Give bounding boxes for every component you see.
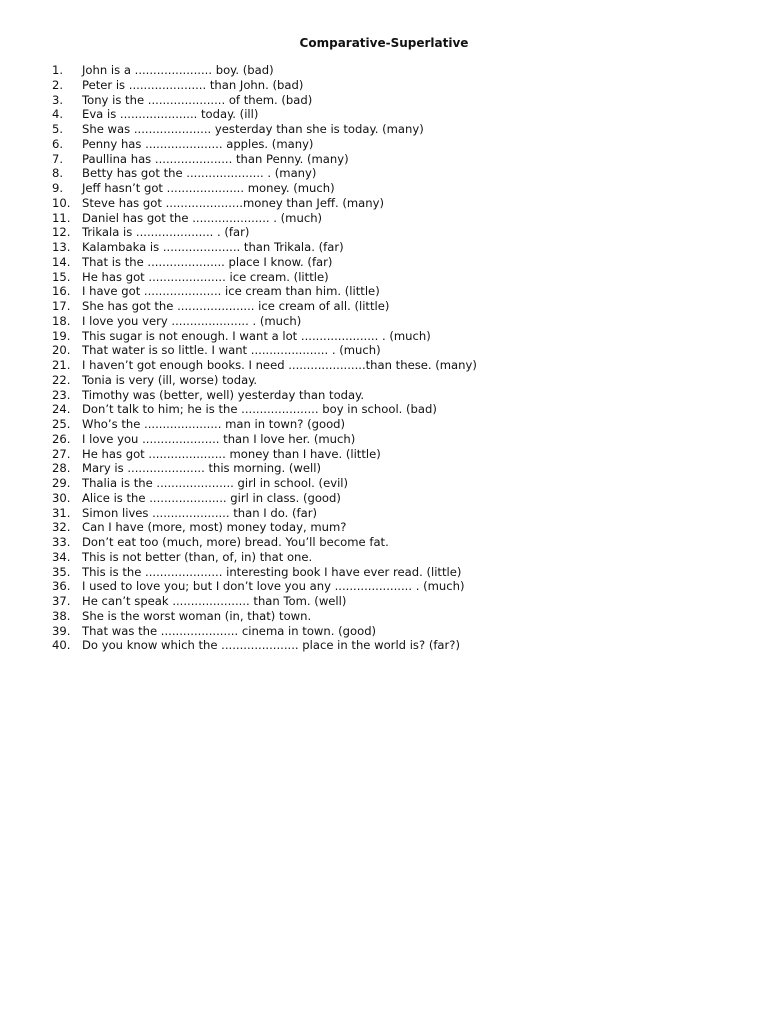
item-number: 1.: [52, 63, 64, 77]
list-item: [52, 78, 742, 93]
item-text: Tonia is very (ill, worse) today.: [82, 372, 258, 387]
list-item: [52, 594, 742, 609]
item-number: 4.: [52, 107, 64, 122]
item-number: 20.: [52, 343, 71, 358]
list-item: [52, 329, 742, 344]
item-number: 35.: [52, 564, 71, 579]
list-item: [52, 181, 742, 196]
list-item: [52, 432, 742, 447]
item-number: 8.: [52, 166, 64, 181]
list-item: [52, 240, 742, 255]
list-item: [52, 624, 742, 639]
list-item: [52, 535, 742, 550]
list-item: [52, 225, 742, 240]
list-item: [52, 447, 742, 462]
list-item: [52, 565, 742, 580]
item-text: I love you ..................... than I love her. (much): [82, 431, 356, 446]
item-number: 13.: [52, 240, 71, 254]
item-text: She has got the ..................... ice cream of all. (little): [82, 299, 390, 313]
item-text: Don’t eat too (much, more) bread. You’ll become fat.: [82, 535, 389, 549]
list-item: [52, 270, 742, 285]
item-text: Steve has got .....................money than Jeff. (many): [82, 195, 384, 210]
item-number: 6.: [52, 136, 64, 151]
item-text: That water is so little. I want ..................... . (much): [82, 343, 381, 358]
item-text: He has got ..................... ice cream. (little): [82, 269, 329, 284]
item-number: 15.: [52, 269, 71, 284]
list-item: [52, 417, 742, 432]
list-item: [52, 476, 742, 491]
item-text: Peter is ..................... than John. (bad): [82, 77, 304, 92]
item-number: 34.: [52, 549, 71, 564]
item-number: 5.: [52, 122, 64, 136]
item-number: 3.: [52, 92, 64, 107]
item-number: 37.: [52, 594, 71, 608]
item-text: Kalambaka is ..................... than Trikala. (far): [82, 240, 344, 254]
list-item: [52, 314, 742, 329]
list-item: [52, 550, 742, 565]
item-number: 36.: [52, 579, 71, 594]
item-number: 14.: [52, 254, 71, 269]
item-text: Thalia is the ..................... girl in school. (evil): [82, 476, 349, 490]
list-item: [52, 520, 742, 535]
list-item: [52, 63, 742, 78]
item-number: 29.: [52, 476, 71, 490]
item-text: Don’t talk to him; he is the ..................... boy in school. (bad): [82, 402, 437, 417]
item-text: Can I have (more, most) money today, mum?: [82, 520, 347, 535]
list-item: [52, 358, 742, 373]
list-item: [52, 152, 742, 167]
item-number: 24.: [52, 402, 71, 417]
list-item: [52, 93, 742, 108]
item-number: 30.: [52, 490, 71, 505]
item-text: I have got ..................... ice cream than him. (little): [82, 284, 380, 299]
item-number: 7.: [52, 151, 64, 166]
item-text: This is the ..................... interesting book I have ever read. (little): [82, 564, 462, 579]
list-item: [52, 107, 742, 122]
item-number: 25.: [52, 417, 71, 431]
item-text: Simon lives ..................... than I do. (far): [82, 505, 317, 520]
item-text: Daniel has got the ..................... . (much): [82, 210, 323, 225]
item-text: Timothy was (better, well) yesterday than today.: [82, 387, 365, 402]
item-number: 31.: [52, 505, 71, 520]
item-text: This is not better (than, of, in) that one.: [82, 549, 313, 564]
item-number: 21.: [52, 358, 71, 372]
item-text: I haven’t got enough books. I need .....................than these. (many): [82, 358, 477, 372]
item-text: That is the ..................... place I know. (far): [82, 254, 333, 269]
list-item: [52, 609, 742, 624]
item-text: Who’s the ..................... man in town? (good): [82, 417, 346, 431]
item-number: 17.: [52, 299, 71, 313]
item-number: 26.: [52, 431, 71, 446]
item-text: Penny has ..................... apples. (many): [82, 136, 314, 151]
list-item: [52, 491, 742, 506]
list-item: [52, 255, 742, 270]
item-number: 16.: [52, 284, 71, 299]
item-number: 28.: [52, 461, 71, 476]
item-text: Betty has got the ..................... . (many): [82, 166, 317, 181]
item-number: 23.: [52, 387, 71, 402]
item-text: Jeff hasn’t got ..................... money. (much): [82, 181, 335, 195]
item-text: I love you very ..................... . (much): [82, 313, 302, 328]
item-number: 33.: [52, 535, 71, 549]
list-item: [52, 166, 742, 181]
item-text: Mary is ..................... this morning. (well): [82, 461, 321, 476]
list-item: [52, 122, 742, 137]
exercise-list: [52, 63, 742, 653]
item-text: I used to love you; but I don’t love you any ..................... . (much): [82, 579, 465, 594]
list-item: [52, 506, 742, 521]
item-text: He has got ..................... money than I have. (little): [82, 446, 381, 461]
item-number: 38.: [52, 608, 71, 623]
item-number: 27.: [52, 446, 71, 461]
item-number: 18.: [52, 313, 71, 328]
list-item: [52, 638, 742, 653]
item-text: This sugar is not enough. I want a lot ..................... . (much): [82, 328, 431, 343]
item-text: John is a ..................... boy. (bad): [82, 63, 274, 77]
page-title: Comparative-Superlative: [299, 36, 469, 50]
list-item: [52, 211, 742, 226]
list-item: [52, 343, 742, 358]
item-number: 22.: [52, 372, 71, 387]
list-item: [52, 373, 742, 388]
item-number: 9.: [52, 181, 64, 195]
item-number: 10.: [52, 195, 71, 210]
item-text: Paullina has ..................... than Penny. (many): [82, 151, 349, 166]
list-item: [52, 196, 742, 211]
item-text: She was ..................... yesterday than she is today. (many): [82, 122, 424, 136]
item-number: 40.: [52, 638, 71, 653]
item-number: 2.: [52, 77, 64, 92]
list-item: [52, 402, 742, 417]
item-text: Tony is the ..................... of them. (bad): [82, 92, 313, 107]
item-number: 12.: [52, 225, 71, 240]
item-text: Do you know which the ..................... place in the world is? (far?): [82, 638, 460, 653]
list-item: [52, 461, 742, 476]
list-item: [52, 579, 742, 594]
item-text: He can’t speak ..................... than Tom. (well): [82, 594, 347, 608]
item-number: 19.: [52, 328, 71, 343]
list-item: [52, 137, 742, 152]
item-number: 11.: [52, 210, 71, 225]
item-text: Alice is the ..................... girl in class. (good): [82, 490, 341, 505]
item-text: That was the ..................... cinema in town. (good): [82, 623, 377, 638]
list-item: [52, 284, 742, 299]
item-text: She is the worst woman (in, that) town.: [82, 608, 312, 623]
item-number: 32.: [52, 520, 71, 535]
item-text: Eva is ..................... today. (ill): [82, 107, 259, 122]
item-number: 39.: [52, 623, 71, 638]
list-item: [52, 388, 742, 403]
list-item: [52, 299, 742, 314]
item-text: Trikala is ..................... . (far): [82, 225, 250, 240]
